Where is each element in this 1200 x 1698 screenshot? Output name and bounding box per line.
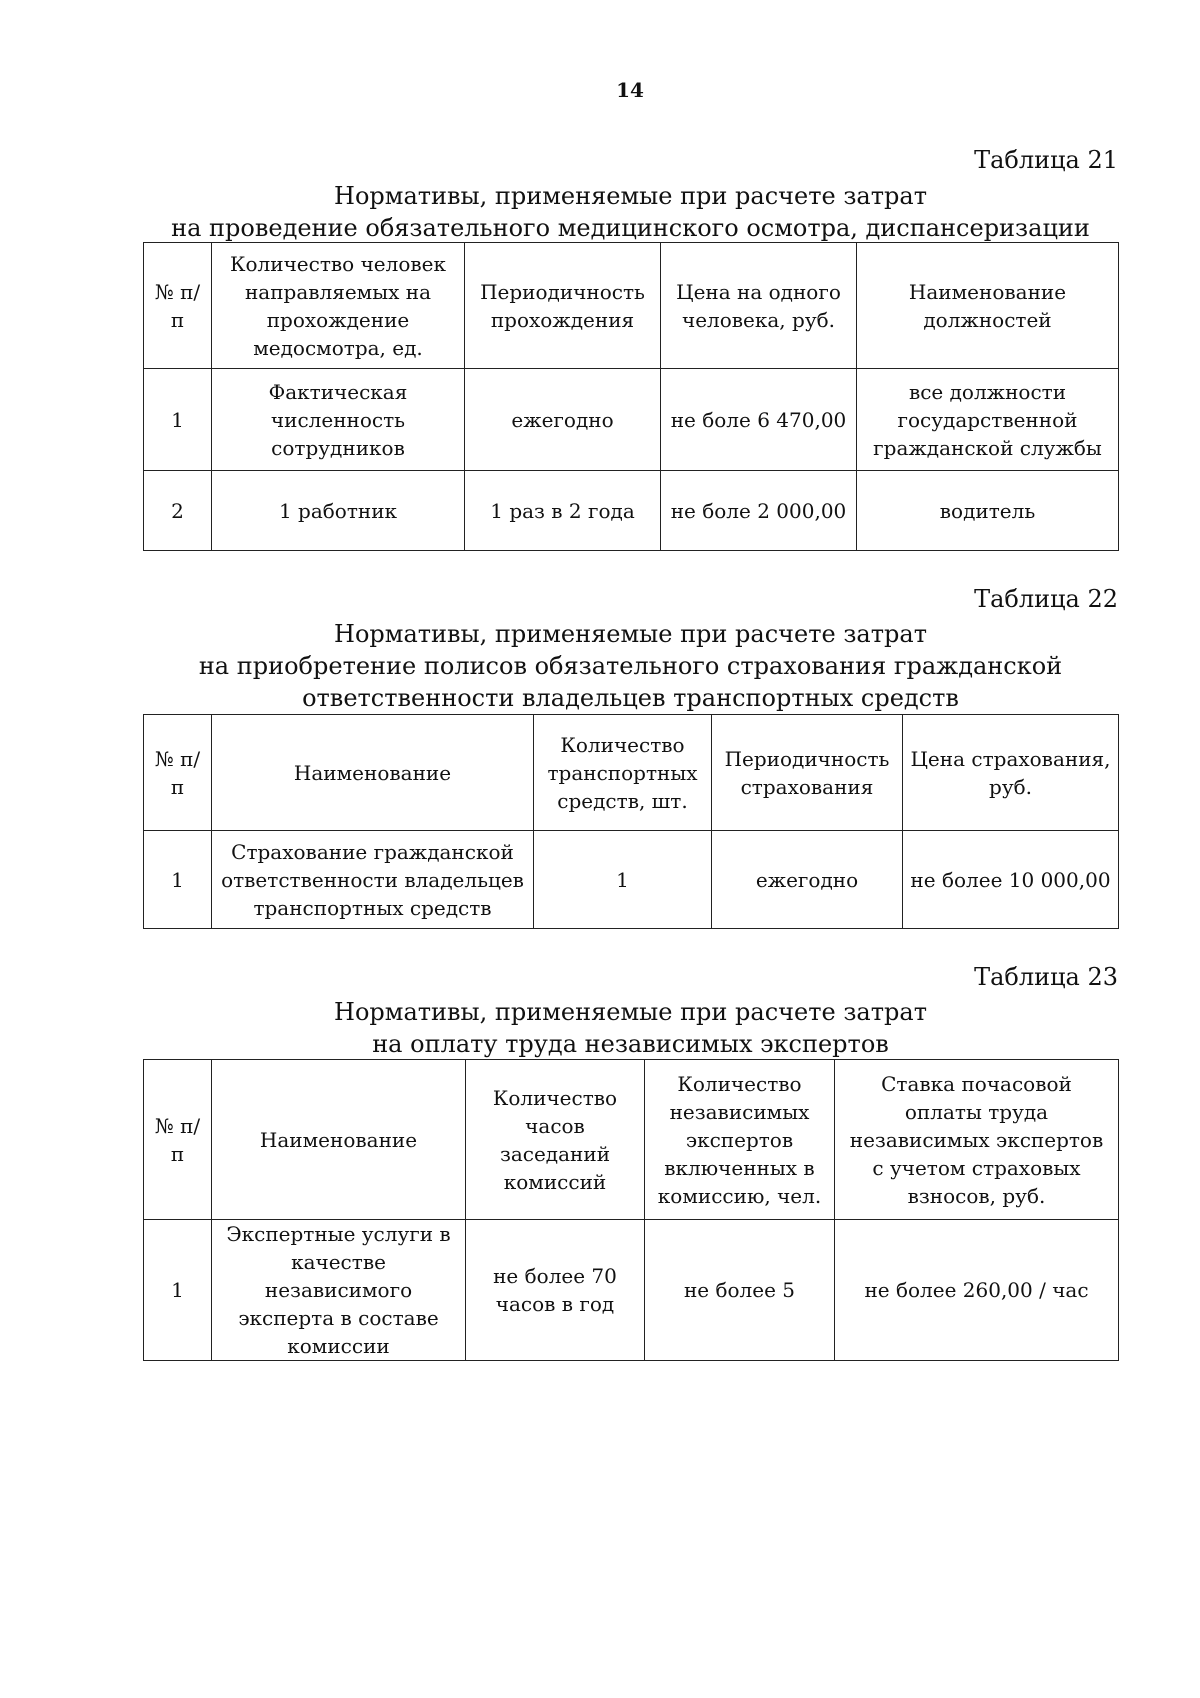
table-21-header-cell: Количество человек направляемых на прохождение медосмотра, ед. — [212, 243, 465, 369]
table-21-header-row — [144, 243, 1119, 369]
table-21-title — [143, 180, 1118, 244]
table-22-title-line2: на приобретение полисов обязательного страхования гражданской — [198, 652, 1063, 680]
table-21-header-cell: Наименование должностей — [857, 243, 1119, 369]
table-21-header-cell: Периодичность прохождения — [465, 243, 661, 369]
table-row — [144, 1220, 1119, 1361]
table-21-caption: Таблица 21 — [974, 146, 1118, 174]
table-23-header-cell: Ставка почасовой оплаты труда независимых экспертов с учетом страховых взносов, руб. — [835, 1060, 1119, 1220]
table-cell: не боле 6 470,00 — [661, 369, 857, 471]
page-number: 14 — [616, 78, 644, 102]
table-row — [144, 831, 1119, 929]
table-cell: не более 10 000,00 — [903, 831, 1119, 929]
table-23-caption: Таблица 23 — [974, 963, 1118, 991]
table-cell: все должности государственной гражданской службы — [857, 369, 1119, 471]
table-cell: Страхование гражданской ответственности владельцев транспортных средств — [212, 831, 534, 929]
table-22-header-cell: Периодичность страхования — [712, 715, 903, 831]
table-cell: 1 — [144, 1220, 212, 1361]
table-23-header-cell: Количество независимых экспертов включенных в комиссию, чел. — [645, 1060, 835, 1220]
table-23-title — [143, 996, 1118, 1060]
table-22-header-cell: Цена страхования, руб. — [903, 715, 1119, 831]
table-21-title-line1: Нормативы, применяемые при расчете затрат — [334, 182, 927, 210]
table-cell: Фактическая численность сотрудников — [212, 369, 465, 471]
table-23-title-line2: на оплату труда независимых экспертов — [372, 1030, 889, 1058]
table-cell: водитель — [857, 471, 1119, 551]
table-cell: ежегодно — [465, 369, 661, 471]
table-cell: ежегодно — [712, 831, 903, 929]
table-23 — [143, 1059, 1119, 1361]
table-23-header-cell: Наименование — [212, 1060, 466, 1220]
table-22-title — [143, 618, 1118, 714]
table-cell: не более 70 часов в год — [466, 1220, 645, 1361]
table-23-header-row — [144, 1060, 1119, 1220]
table-22-title-line3: ответственности владельцев транспортных средств — [302, 684, 959, 712]
table-cell: 2 — [144, 471, 212, 551]
table-22-header-row — [144, 715, 1119, 831]
table-row — [144, 471, 1119, 551]
table-cell: 1 раз в 2 года — [465, 471, 661, 551]
table-row — [144, 369, 1119, 471]
table-22-header-cell: № п/п — [144, 715, 212, 831]
table-22-header-cell: Количество транспортных средств, шт. — [534, 715, 712, 831]
table-21-header-cell: Цена на одного человека, руб. — [661, 243, 857, 369]
table-cell: Экспертные услуги в качестве независимого эксперта в составе комиссии — [212, 1220, 466, 1361]
table-cell: не более 260,00 / час — [835, 1220, 1119, 1361]
table-22-header-cell: Наименование — [212, 715, 534, 831]
table-23-title-line1: Нормативы, применяемые при расчете затрат — [334, 998, 927, 1026]
table-23-header-cell: Количество часов заседаний комиссий — [466, 1060, 645, 1220]
table-cell: 1 работник — [212, 471, 465, 551]
table-cell: не более 5 — [645, 1220, 835, 1361]
table-cell: не боле 2 000,00 — [661, 471, 857, 551]
table-cell: 1 — [534, 831, 712, 929]
table-22-title-line1: Нормативы, применяемые при расчете затрат — [334, 620, 927, 648]
table-21-header-cell: № п/п — [144, 243, 212, 369]
table-cell: 1 — [144, 831, 212, 929]
table-23-header-cell: № п/п — [144, 1060, 212, 1220]
table-cell: 1 — [144, 369, 212, 471]
table-21-title-line2: на проведение обязательного медицинского осмотра, диспансеризации — [171, 214, 1090, 242]
table-21 — [143, 242, 1119, 551]
table-22-caption: Таблица 22 — [974, 585, 1118, 613]
table-22 — [143, 714, 1119, 929]
